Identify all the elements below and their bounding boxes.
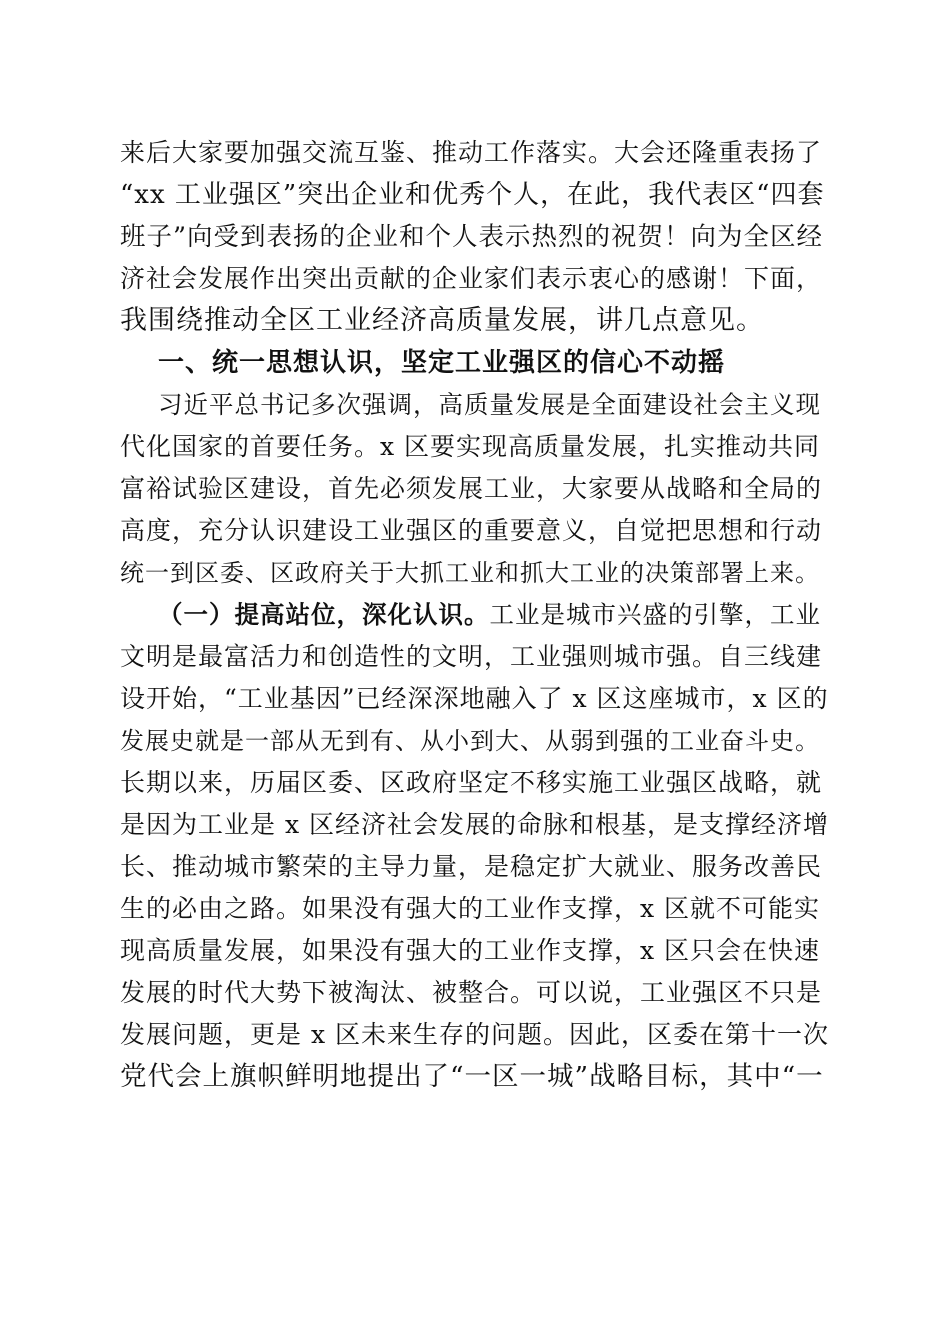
section-heading: 一、统一思想认识，坚定工业强区的信心不动摇 xyxy=(158,348,726,378)
paragraph-line: 富裕试验区建设，首先必须发展工业，大家要从战略和全局的 xyxy=(120,474,823,503)
subsection-line xyxy=(120,594,832,636)
paragraph-line: 来后大家要加强交流互鉴、推动工作落实。大会还隆重表扬了 xyxy=(120,138,823,167)
document-body xyxy=(120,132,832,1098)
paragraph-line: 统一到区委、区政府关于大抓工业和抓大工业的决策部署上来。 xyxy=(120,559,820,587)
paragraph-line: 长期以来，历届区委、区政府坚定不移实施工业强区战略，就 xyxy=(120,768,823,797)
paragraph-line: 发展问题，更是 x 区未来生存的问题。因此，区委在第十一次 xyxy=(120,1020,829,1049)
paragraph-line: 习近平总书记多次强调，高质量发展是全面建设社会主义现 xyxy=(158,390,821,419)
paragraph-line: 济社会发展作出突出贡献的企业家们表示衷心的感谢！下面， xyxy=(120,264,823,293)
subsection-heading: （一）提高站位，深化认识。 xyxy=(158,600,490,629)
paragraph-line: 发展史就是一部从无到有、从小到大、从弱到强的工业奋斗史。 xyxy=(120,727,820,755)
paragraph-line: 班子”向受到表扬的企业和个人表示热烈的祝贺！向为全区经 xyxy=(120,222,824,252)
paragraph-line: 文明是最富活力和创造性的文明，工业强则城市强。自三线建 xyxy=(120,642,823,671)
paragraph-text: 工业是城市兴盛的引擎，工业 xyxy=(489,600,821,629)
paragraph-line: 设开始，“工业基因”已经深深地融入了 x 区这座城市，x 区的 xyxy=(120,684,829,713)
paragraph-line: 党代会上旗帜鲜明地提出了“一区一城”战略目标，其中“一 xyxy=(120,1061,824,1092)
paragraph-line: 我围绕推动全区工业经济高质量发展，讲几点意见。 xyxy=(120,305,764,336)
paragraph-line: 长、推动城市繁荣的主导力量，是稳定扩大就业、服务改善民 xyxy=(120,852,823,881)
paragraph-line: 是因为工业是 x 区经济社会发展的命脉和根基，是支撑经济增 xyxy=(120,810,829,839)
paragraph-line: 代化国家的首要任务。x 区要实现高质量发展，扎实推动共同 xyxy=(120,432,821,461)
paragraph-line: 生的必由之路。如果没有强大的工业作支撑，x 区就不可能实 xyxy=(120,894,821,923)
paragraph-line: 发展的时代大势下被淘汰、被整合。可以说，工业强区不只是 xyxy=(120,978,823,1007)
paragraph-line: 现高质量发展，如果没有强大的工业作支撑，x 区只会在快速 xyxy=(120,936,821,965)
paragraph-line: 高度，充分认识建设工业强区的重要意义，自觉把思想和行动 xyxy=(120,516,823,545)
paragraph-line: “xx 工业强区”突出企业和优秀个人，在此，我代表区“四套 xyxy=(120,180,825,210)
